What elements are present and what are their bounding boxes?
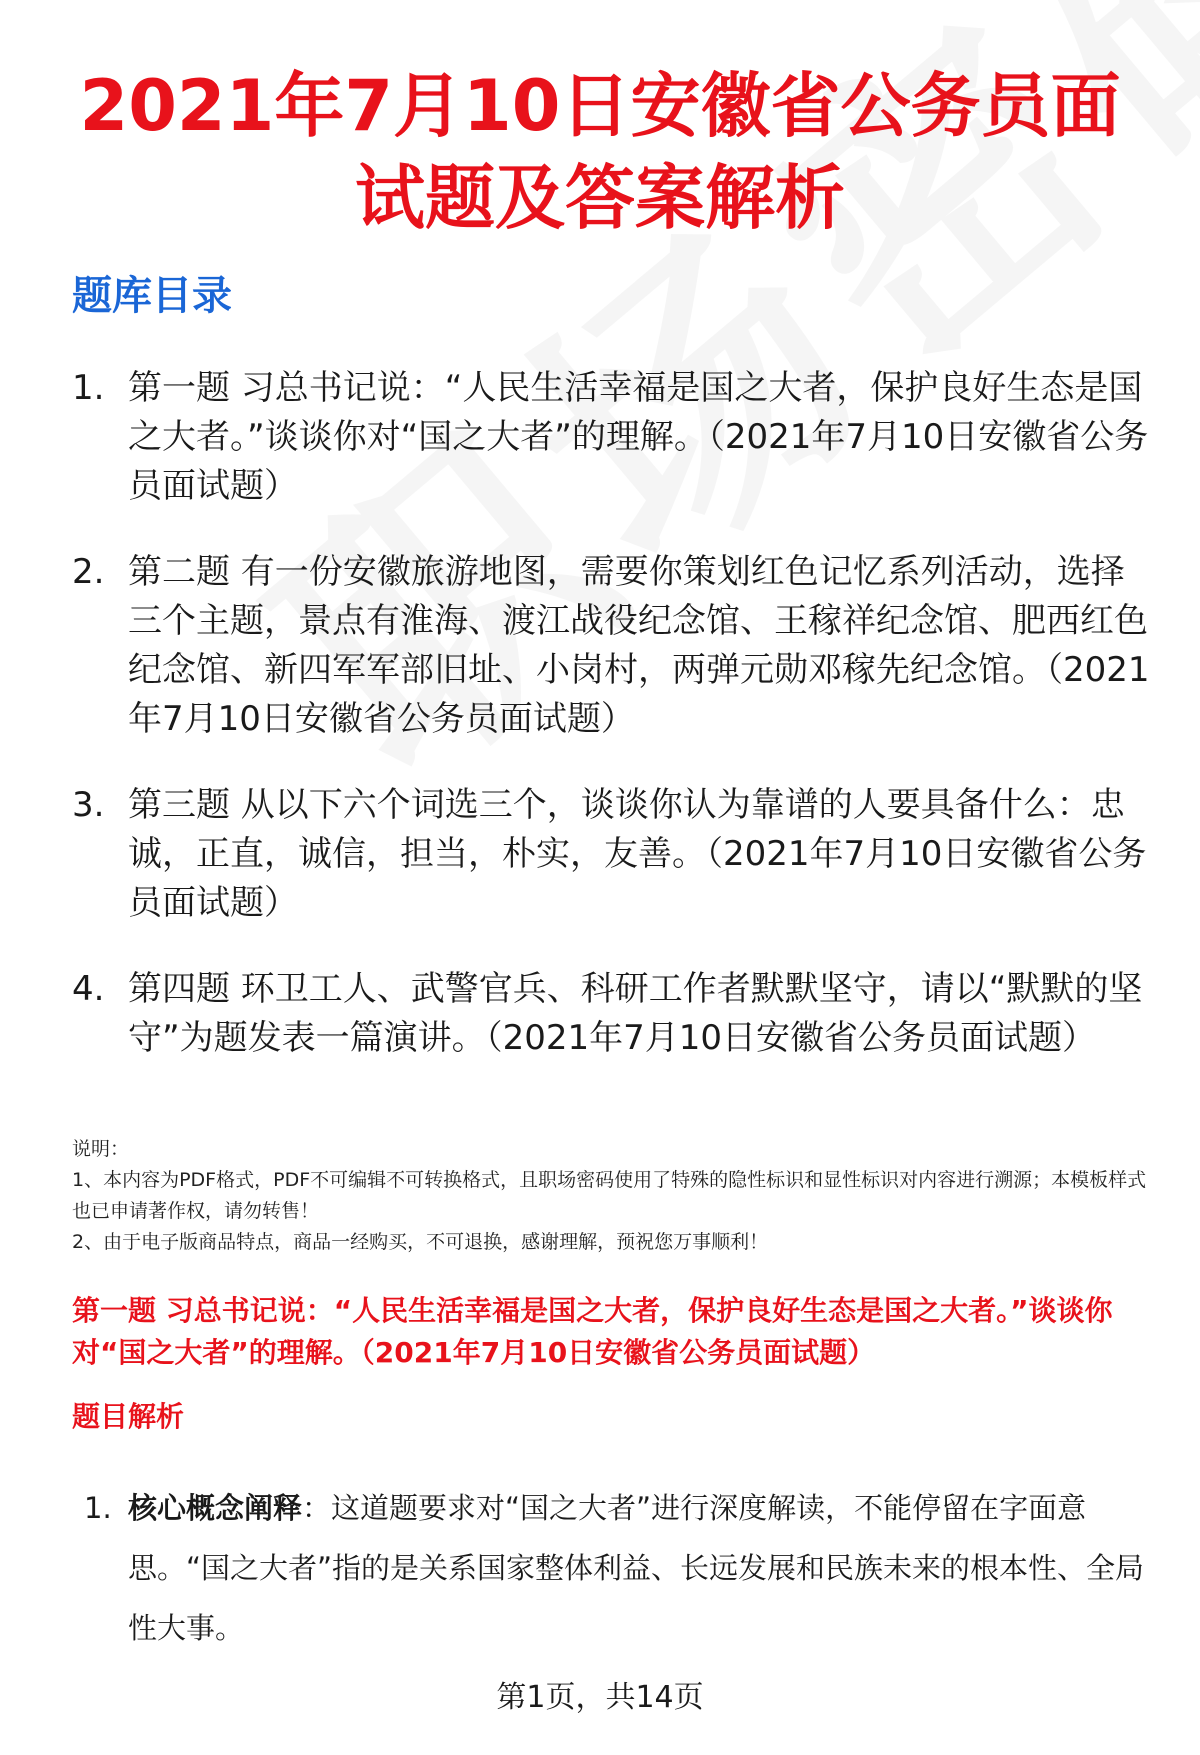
toc-item-text: 第四题 环卫工人、武警官兵、科研工作者默默坚守，请以“默默的坚守”为题发表一篇演讲。（2021年7月10日安徽省公务员面试题） [128, 969, 1143, 1058]
toc-heading: 题库目录 [72, 273, 232, 319]
analysis-item-body [128, 1478, 1154, 1658]
toc-item-number: 3. [72, 785, 105, 825]
notes-line: 2、由于电子版商品特点，商品一经购买，不可退换，感谢理解，预祝您万事顺利！ [72, 1231, 769, 1253]
toc-item-number: 1. [72, 368, 105, 408]
analysis-item-number: 1. [84, 1491, 112, 1525]
question-heading: 第一题 习总书记说：“人民生活幸福是国之大者，保护良好生态是国之大者。”谈谈你对“国之大者”的理解。（2021年7月10日安徽省公务员面试题） [72, 1294, 1113, 1369]
analysis-item [84, 1478, 1154, 1658]
toc-item[interactable] [72, 965, 1152, 1063]
analysis-heading: 题目解析 [72, 1400, 185, 1433]
notes-label: 说明： [72, 1138, 130, 1160]
toc-item-number: 2. [72, 552, 105, 592]
toc-item-text: 第二题 有一份安徽旅游地图，需要你策划红色记忆系列活动，选择三个主题，景点有淮海、渡江战役纪念馆、王稼祥纪念馆、肥西红色纪念馆、新四军军部旧址、小岗村，两弹元勋邓稼先纪念馆。（2021年7月10日安徽省公务员面试题） [128, 552, 1150, 739]
analysis-item-text: ：这道题要求对“国之大者”进行深度解读，不能停留在字面意思。“国之大者”指的是关系国家整体利益、长远发展和民族未来的根本性、全局性大事。 [128, 1491, 1145, 1645]
toc-list [72, 364, 1152, 1100]
toc-item-text: 第三题 从以下六个词选三个，谈谈你认为靠谱的人要具备什么：忠诚，正直，诚信，担当，朴实，友善。（2021年7月10日安徽省公务员面试题） [128, 785, 1147, 923]
toc-item-number: 4. [72, 969, 105, 1009]
toc-item[interactable] [72, 781, 1152, 928]
toc-item[interactable] [72, 364, 1152, 511]
document-title: 2021年7月10日安徽省公务员面试题及答案解析 [79, 65, 1121, 239]
analysis-item-keyword: 核心概念阐释 [128, 1491, 303, 1525]
notes-line: 1、本内容为PDF格式，PDF不可编辑不可转换格式，且职场密码使用了特殊的隐性标识和显性标识对内容进行溯源；本模板样式也已申请著作权，请勿转售！ [72, 1169, 1147, 1222]
page-footer: 第1页，共14页 [496, 1680, 704, 1715]
notes-section [72, 1134, 1157, 1258]
toc-item[interactable] [72, 548, 1152, 744]
toc-item-text: 第一题 习总书记说：“人民生活幸福是国之大者，保护良好生态是国之大者。”谈谈你对“国之大者”的理解。（2021年7月10日安徽省公务员面试题） [128, 368, 1149, 506]
